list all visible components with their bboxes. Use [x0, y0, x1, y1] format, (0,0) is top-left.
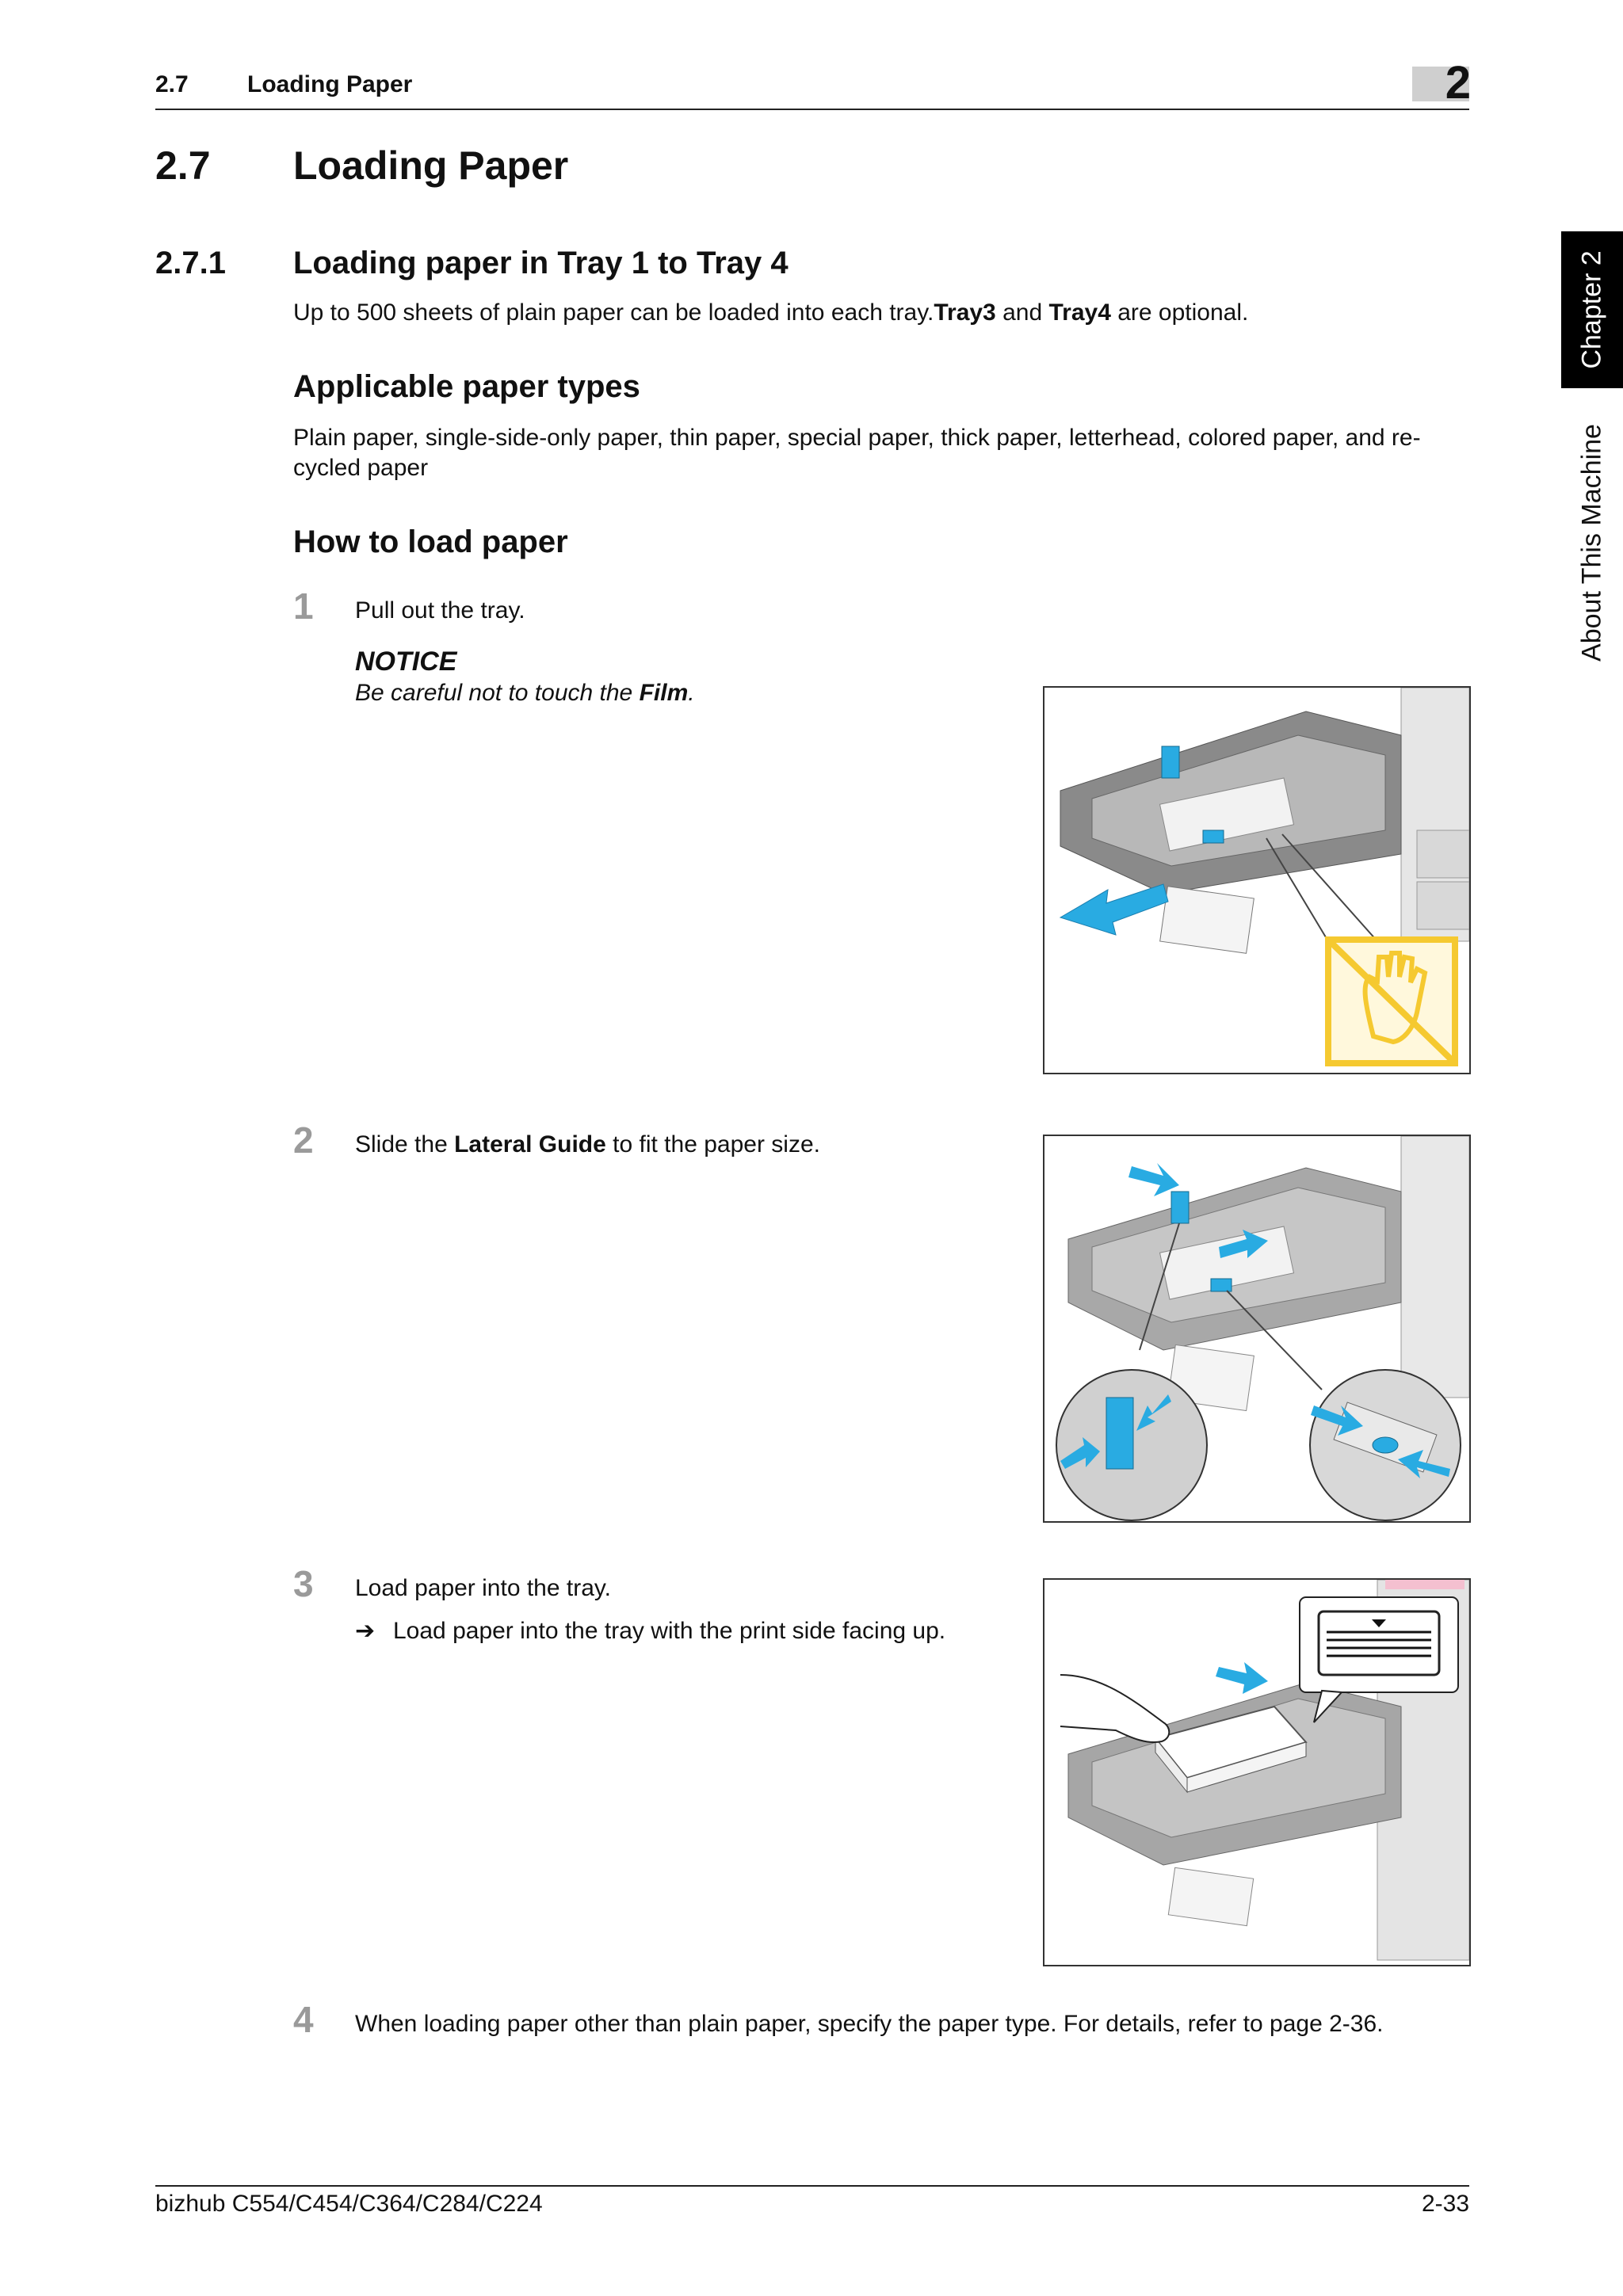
subsection-title: Loading paper in Tray 1 to Tray 4 — [293, 246, 789, 280]
notice-film: Film — [639, 680, 689, 706]
intro-tray3: Tray3 — [934, 299, 996, 326]
section-title: Loading Paper — [293, 143, 569, 188]
step-2-lateral-guide: Lateral Guide — [454, 1131, 606, 1158]
step-4-number: 4 — [293, 1999, 314, 2040]
step-2-suffix: to fit the paper size. — [605, 1131, 820, 1158]
intro-tray4: Tray4 — [1048, 299, 1111, 326]
section-side-tab[interactable] — [1561, 404, 1623, 681]
paper-types-line-1: Plain paper, single-side-only paper, thin paper, special paper, thick paper, letterhead, colored paper, and re- — [293, 425, 1421, 451]
chapter-number: 2 — [1445, 57, 1471, 109]
step-3-number: 3 — [293, 1563, 314, 1604]
paper-types-line-2: cycled paper — [293, 455, 429, 481]
step-1-text: Pull out the tray. — [355, 597, 525, 624]
intro-text: Up to 500 sheets of plain paper can be loaded into each tray. — [293, 299, 934, 326]
header-section-title: Loading Paper — [247, 71, 413, 97]
footer-model: bizhub C554/C454/C364/C284/C224 — [155, 2191, 543, 2217]
subsection-number: 2.7.1 — [155, 246, 226, 280]
header-section-number: 2.7 — [155, 71, 189, 97]
notice-prefix: Be careful not to touch the — [355, 680, 640, 706]
header-rule — [155, 109, 1469, 110]
step-3-subtext: Load paper into the tray with the print side facing up. — [393, 1618, 946, 1644]
intro-and: and — [995, 299, 1049, 326]
pull-direction-arrow — [1060, 884, 1168, 935]
footer-rule — [155, 2185, 1469, 2187]
figure-load-paper — [1043, 1578, 1471, 1966]
footer-page-number: 2-33 — [1421, 2191, 1469, 2217]
paper-types-heading: Applicable paper types — [293, 369, 640, 404]
step-2-number: 2 — [293, 1119, 314, 1161]
step-2-prefix: Slide the — [355, 1131, 455, 1158]
how-to-heading: How to load paper — [293, 524, 568, 559]
section-number: 2.7 — [155, 143, 211, 188]
intro-suffix: are optional. — [1110, 299, 1249, 326]
notice-heading: NOTICE — [355, 646, 457, 677]
subsection-intro — [293, 298, 1248, 328]
step-1-number: 1 — [293, 585, 314, 627]
step-4-text: When loading paper other than plain paper, specify the paper type. For details, refer to page 2-36. — [355, 2011, 1384, 2037]
notice-suffix: . — [688, 680, 695, 706]
chapter-side-tab-label: Chapter 2 — [1576, 250, 1607, 369]
step-3-text: Load paper into the tray. — [355, 1575, 611, 1601]
figure-lateral-guide — [1043, 1135, 1471, 1523]
chapter-side-tab[interactable] — [1561, 231, 1623, 388]
figure-pull-out-tray — [1043, 686, 1471, 1074]
step-3-arrow: ➔ — [355, 1618, 376, 1644]
notice-text — [355, 680, 695, 707]
step-2-text — [355, 1130, 820, 1160]
section-side-tab-label: About This Machine — [1576, 424, 1607, 662]
